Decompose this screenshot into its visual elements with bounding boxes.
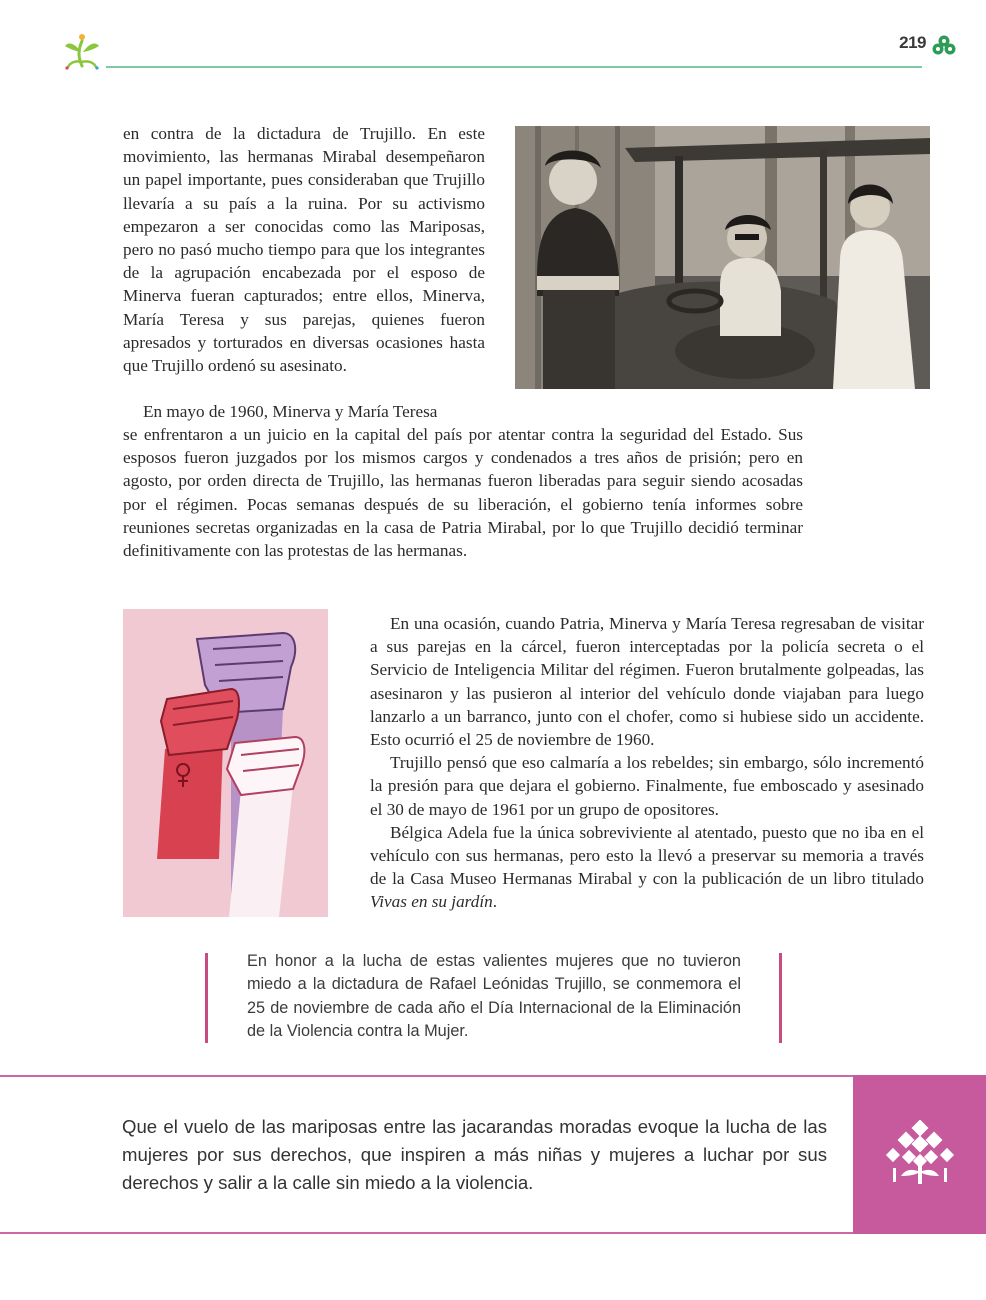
paragraph-2-first-line: En mayo de 1960, Minerva y María Teresa — [143, 402, 438, 421]
book-title: Vivas en su jardín — [370, 892, 493, 912]
mirabal-sisters-photo — [515, 126, 930, 389]
paragraph-3: En una ocasión, cuando Patria, Minerva y María Teresa regresaban de visitar a sus parejas en la cárcel, fueron interceptadas por la policía secreta o el Servicio de Inteligencia Militar del régimen. Fueron brutalmente golpeadas, las asesinaron y las pusieron al interior del vehículo donde viajaban para luego lanzarlo a un barranco, junto con el chofer, como si hubiese sido un accidente. Esto ocurrió el 25 de noviembre de 1960. — [370, 614, 924, 750]
clover-logo-icon — [930, 34, 958, 58]
header-rule — [106, 66, 922, 68]
paragraph-2: se enfrentaron a un juicio en la capital del país por atentar contra la seguridad del Estado. Sus esposos fueron juzgados por los mismos cargos y condenados a tres años de prisión; pero en agosto, por orden directa de Trujillo, las hermanas fueron liberadas para seguir siendo acosadas por el régimen. Pocas semanas después de su liberación, el gobierno tenía informes sobre reuniones secretas organizadas en la casa de Patria Mirabal, por lo que Trujillo decidió terminar definitivamente con las protestas de las hermanas. — [123, 425, 803, 561]
paragraph-5 — [370, 821, 924, 914]
paragraph-5-text: Bélgica Adela fue la única sobreviviente al atentado, puesto que no iba en el vehículo con sus hermanas, pero esto la llevó a preservar su memoria a través de la Casa Museo Hermanas Mirabal y con la publicación de un libro titulado — [370, 822, 924, 889]
paragraph-4: Trujillo pensó que eso calmaría a los rebeldes; sin embargo, sólo incrementó la presión para que dejara el gobierno. Finalmente, fue emboscado y asesinado el 30 de mayo de 1961 por un grupo de opositores. — [370, 753, 924, 819]
raised-fists-illustration — [123, 609, 328, 917]
quote-bar-right — [779, 953, 782, 1043]
paragraph-1: en contra de la dictadura de Trujillo. En este movimiento, las hermanas Mirabal desempeñaron un papel importante, pues consideraban que Trujillo llevaría a su país a la ruina. Por su activismo empezaron a ser conocidas como las Mariposas, pero no pasó mucho tiempo para que los integrantes de la agrupación encabezada por el esposo de Minerva fueran capturados; entre ellos, Minerva, María Teresa y sus parejas, quienes fueron apresados y torturados en diversas ocasiones hasta que Trujillo ordenó su asesinato. — [123, 124, 485, 376]
quote-text: En honor a la lucha de estas valientes mujeres que no tuvieron miedo a la dictadura de Rafael Leónidas Trujillo, se conmemora el 25 de noviembre de cada año el Día Internacional de la Eliminación de la Violencia contra la Mujer. — [247, 952, 741, 1041]
footer-rule-bottom — [0, 1232, 853, 1234]
footer-text: Que el vuelo de las mariposas entre las jacarandas moradas evoque la lucha de las mujeres por sus derechos, que inspiren a más niñas y mujeres a luchar por sus derechos y salir a la calle sin miedo a la violencia. — [122, 1116, 827, 1193]
narrative-block — [370, 612, 924, 914]
floral-emblem-icon — [885, 1120, 955, 1186]
paragraph-5-end: . — [492, 892, 497, 912]
footer-rule-top — [0, 1075, 853, 1077]
sprout-logo-icon — [60, 32, 104, 72]
page-number: 219 — [899, 33, 926, 52]
quote-bar-left — [205, 953, 208, 1043]
